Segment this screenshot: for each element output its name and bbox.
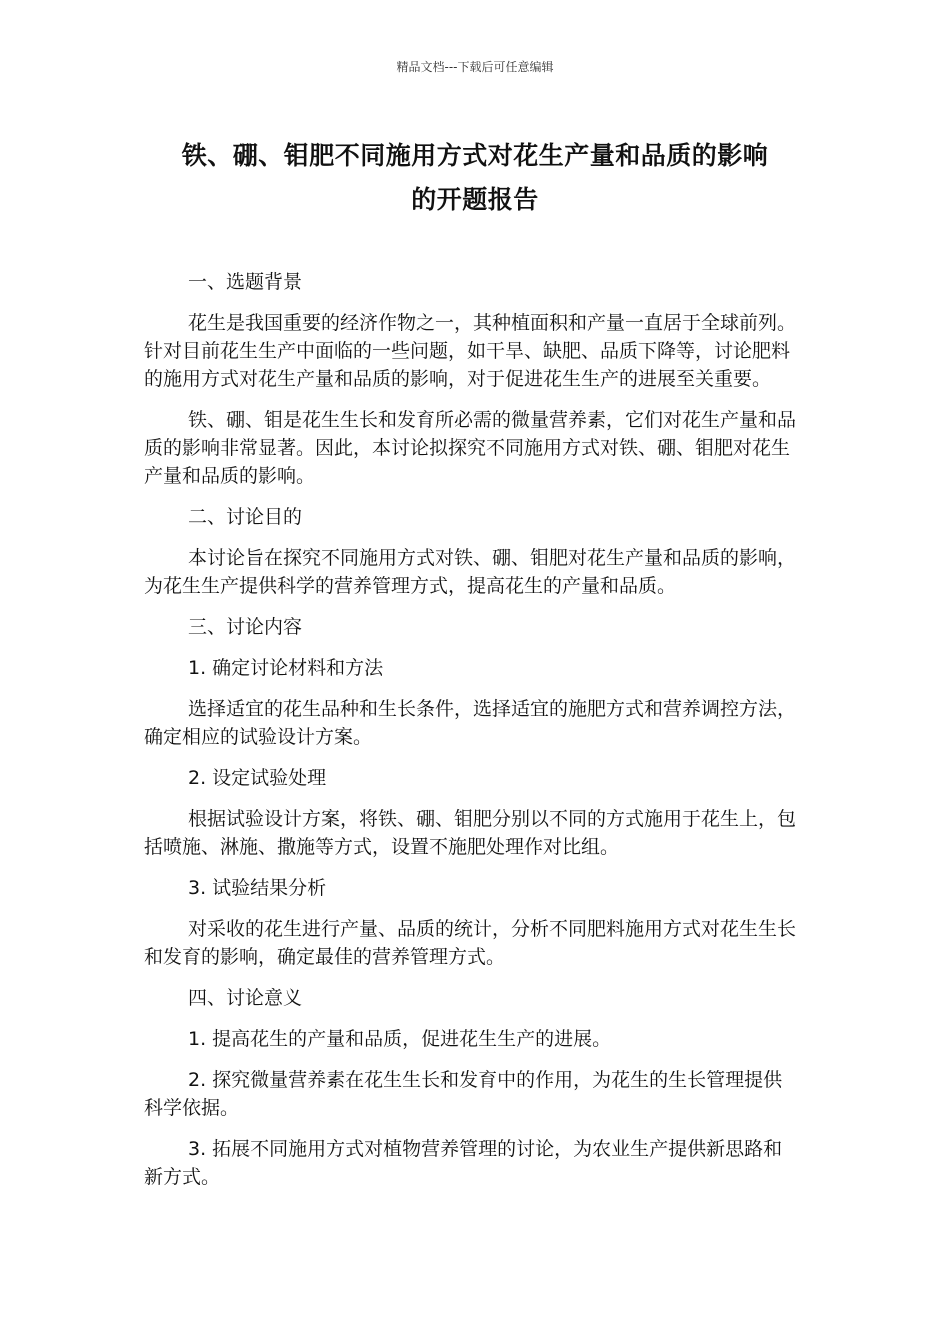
title-line-2: 的开题报告 — [411, 185, 539, 214]
significance-item-1: 1. 提高花生的产量和品质，促进花生生产的进展。 — [188, 1028, 612, 1050]
content-item-1-paragraph: 选择适宜的花生品种和生长条件，选择适宜的施肥方式和营养调控方法，确定相应的试验设计方案。 — [144, 698, 797, 748]
paragraph-background-2: 铁、硼、钼是花生生长和发育所必需的微量营养素，它们对花生产量和品质的影响非常显著。因此，本讨论拟探究不同施用方式对铁、硼、钼肥对花生产量和品质的影响。 — [144, 409, 797, 487]
paragraph-background-1: 花生是我国重要的经济作物之一，其种植面积和产量一直居于全球前列。针对目前花生生产中面临的一些问题，如干旱、缺肥、品质下降等，讨论肥料的施用方式对花生产量和品质的影响，对于促进花生生产的进展至关重要。 — [144, 312, 797, 390]
content-item-1-heading: 1. 确定讨论材料和方法 — [188, 657, 384, 679]
document-title — [140, 134, 810, 222]
section-heading-purpose: 二、讨论目的 — [188, 506, 303, 528]
page-header: 精品文档---下载后可任意编辑 — [396, 60, 554, 74]
title-line-1: 铁、硼、钼肥不同施用方式对花生产量和品质的影响 — [181, 141, 769, 170]
section-heading-background: 一、选题背景 — [188, 271, 303, 293]
section-heading-content: 三、讨论内容 — [188, 616, 303, 638]
content-item-3-paragraph: 对采收的花生进行产量、品质的统计，分析不同肥料施用方式对花生生长和发育的影响，确定最佳的营养管理方式。 — [144, 918, 797, 968]
content-item-2-paragraph: 根据试验设计方案，将铁、硼、钼肥分别以不同的方式施用于花生上，包括喷施、淋施、撒施等方式，设置不施肥处理作对比组。 — [144, 808, 797, 858]
section-heading-significance: 四、讨论意义 — [188, 987, 303, 1009]
significance-item-2: 2. 探究微量营养素在花生生长和发育中的作用，为花生的生长管理提供科学依据。 — [144, 1069, 783, 1119]
paragraph-purpose: 本讨论旨在探究不同施用方式对铁、硼、钼肥对花生产量和品质的影响，为花生生产提供科学的营养管理方式，提高花生的产量和品质。 — [144, 547, 797, 597]
significance-item-3: 3. 拓展不同施用方式对植物营养管理的讨论，为农业生产提供新思路和新方式。 — [144, 1138, 783, 1188]
content-item-3-heading: 3. 试验结果分析 — [188, 877, 327, 899]
content-item-2-heading: 2. 设定试验处理 — [188, 767, 327, 789]
document-body — [144, 268, 800, 1204]
